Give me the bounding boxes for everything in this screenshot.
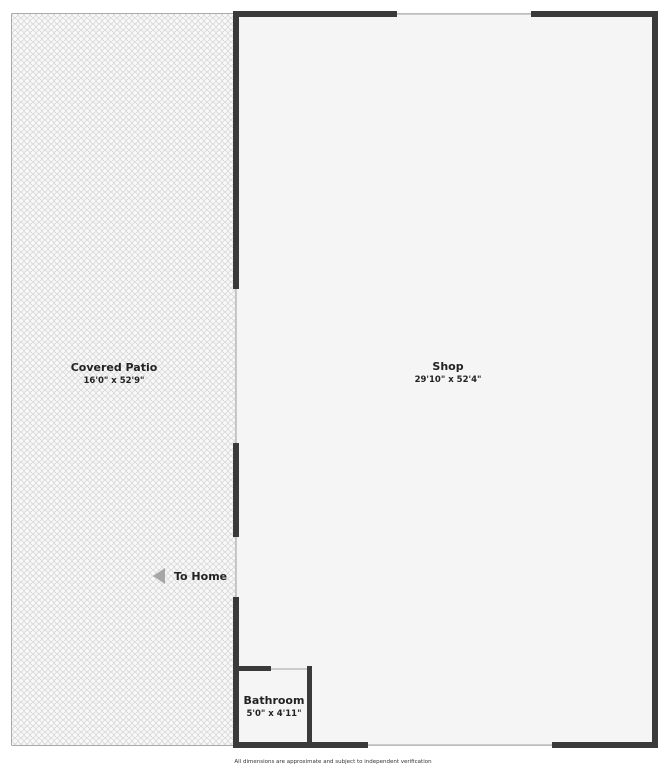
to-home-label: To Home [174, 570, 228, 583]
shop-name: Shop [432, 360, 464, 373]
bathroom-dims: 5'0" x 4'11" [246, 709, 302, 719]
covered-patio-dims: 16'0" x 52'9" [83, 376, 145, 386]
bathroom-floor [236, 669, 311, 745]
covered-patio-name: Covered Patio [70, 361, 158, 374]
footer-disclaimer: All dimensions are approximate and subject to independent verification [234, 759, 432, 765]
shop-dims: 29'10" x 52'4" [414, 375, 482, 385]
bathroom-name: Bathroom [243, 694, 305, 707]
